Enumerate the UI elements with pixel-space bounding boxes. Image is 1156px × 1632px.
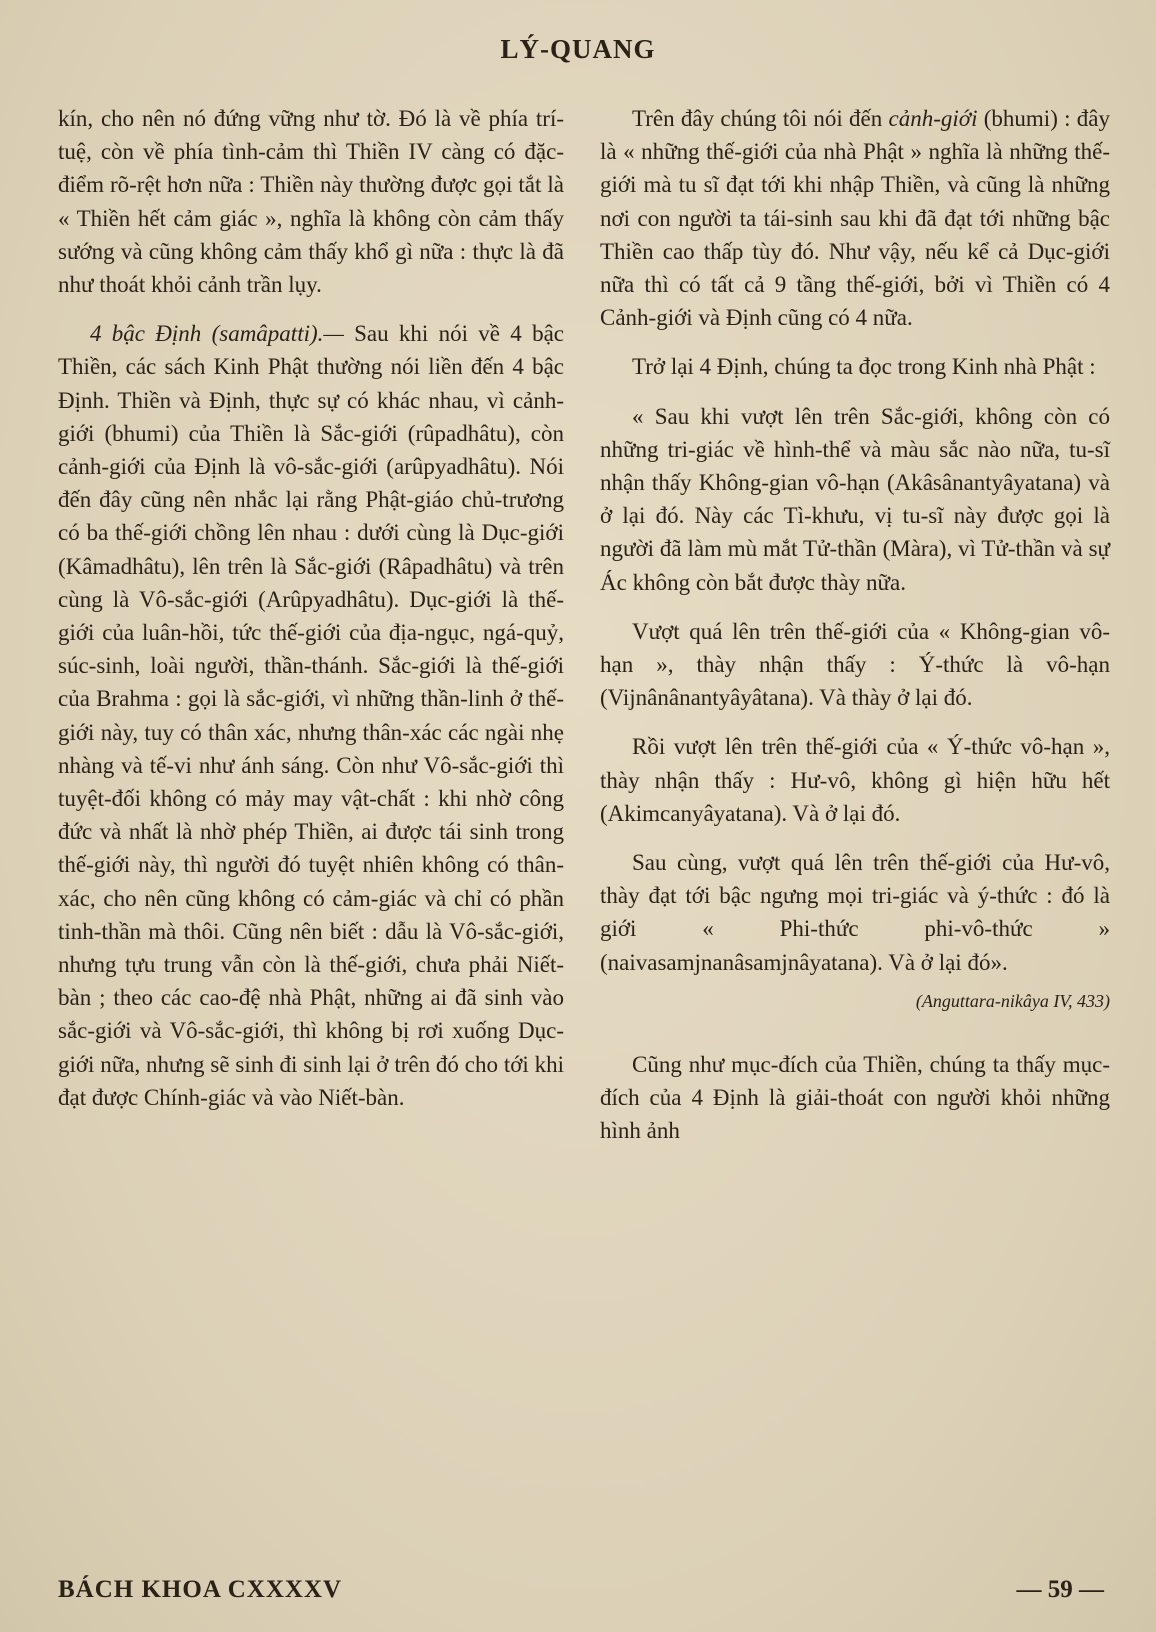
paragraph	[600, 102, 1110, 334]
paragraph-text: (bhumi) : đây là « những thế-giới của nhà Phật » nghĩa là những thế-giới mà tu sĩ đạt tới khi nhập Thiền, và cũng là những nơi con người ta tái-sinh sau khi đã đạt tới những bậc Thiền cao thấp tùy đó. Như vậy, nếu kể cả Dục-giới nữa thì có tất cả 9 tầng thế-giới, bởi vì Thiền có 4 Cảnh-giới và Định cũng có 4 nữa.	[600, 106, 1110, 331]
left-column	[58, 102, 564, 1114]
paragraph: Cũng như mục-đích của Thiền, chúng ta thấy mục-đích của 4 Định là giải-thoát con người khỏi những hình ảnh	[600, 1052, 1110, 1144]
quote-paragraph: Sau cùng, vượt quá lên trên thế-giới của Hư-vô, thày đạt tới bậc ngưng mọi tri-giác và ý-thức : đó là giới « Phi-thức phi-vô-thức » (naivasamjnanâsamjnâyatana). Và ở lại đó».	[600, 850, 1110, 975]
right-column	[600, 102, 1110, 1148]
paragraph: kín, cho nên nó đứng vững như tờ. Đó là về phía trí-tuệ, còn về phía tình-cảm thì Thiền IV càng có đặc-điểm rõ-rệt hơn nữa : Thiền này thường được gọi tắt là « Thiền hết cảm giác », nghĩa là không còn cảm thấy sướng và cũng không cảm thấy khổ gì nữa : thực là đã như thoát khỏi cảnh trần lụy.	[58, 106, 564, 298]
footer-publication: BÁCH KHOA CXXXXV	[58, 1576, 343, 1603]
quote-paragraph: « Sau khi vượt lên trên Sắc-giới, không còn có những tri-giác về hình-thể và màu sắc nào nữa, tu-sĩ nhận thấy Không-gian vô-hạn (Akâsânantyâyatana) và ở lại đó. Này các Tì-khưu, vị tu-sĩ này được gọi là người đã làm mù mắt Tử-thần (Màra), vì Tử-thần và sự Ác không còn bắt được thày nữa.	[600, 403, 1110, 595]
paragraph-text: Trên đây chúng tôi nói đến	[632, 106, 889, 131]
section-heading: 4 bậc Định (samâpatti).—	[90, 321, 344, 347]
page-number: — 59 —	[1016, 1576, 1104, 1603]
citation: (Anguttara-nikâya IV, 433)	[915, 990, 1110, 1011]
paragraph: Trở lại 4 Định, chúng ta đọc trong Kinh nhà Phật :	[632, 354, 1096, 380]
quote-paragraph: Vượt quá lên trên thế-giới của « Không-gian vô-hạn », thày nhận thấy : Ý-thức là vô-hạn (Vijnânânantyâyâtana). Và thày ở lại đó.	[600, 618, 1110, 711]
quote-paragraph: Rồi vượt lên trên thế-giới của « Ý-thức vô-hạn », thày nhận thấy : Hư-vô, không gì hiện hữu hết (Akimcanyâyatana). Và ở lại đó.	[600, 734, 1110, 826]
running-header: LÝ-QUANG	[500, 34, 656, 64]
emphasis-term: cảnh-giới	[888, 106, 978, 131]
paragraph-text: Sau khi nói về 4 bậc Thiền, các sách Kinh Phật thường nói liền đến 4 bậc Định. Thiền và Định, thực sự có khác nhau, vì cảnh-giới (bhumi) của Thiền là Sắc-giới (rûpadhâtu), còn cảnh-giới của Định là vô-sắc-giới (arûpyadhâtu). Nói đến đây cũng nên nhắc lại rằng Phật-giáo chủ-trương có ba thế-giới chồng lên nhau : dưới cùng là Dục-giới (Kâmadhâtu), lên trên là Sắc-giới (Râpadhâtu) và trên cùng là Vô-sắc-giới (Arûpyadhâtu). Dục-giới là thế-giới của luân-hồi, tức thế-giới của địa-ngục, ngá-quỷ, súc-sinh, loài người, thần-thánh. Sắc-giới là thế-giới của Brahma : gọi là sắc-giới, vì những thần-linh ở thế-giới này, tuy có thân xác, nhưng thân-xác các ngài nhẹ nhàng và tế-vi như ánh sáng. Còn như Vô-sắc-giới thì tuyệt-đối không có mảy may vật-chất : khi nhờ công đức và nhất là nhờ phép Thiền, ai được tái sinh trong thế-giới này, thì người đó tuyệt nhiên không có thân-xác, cho nên cũng không có cảm-giác và chỉ có phần tinh-thần mà thôi. Cũng nên biết : dẫu là Vô-sắc-giới, nhưng tựu trung vẫn còn là thế-giới, chưa phải Niết-bàn ; theo các cao-đệ nhà Phật, những ai đã sinh vào sắc-giới và Vô-sắc-giới, thì không bị rơi xuống Dục-giới nữa, nhưng sẽ sinh đi sinh lại ở trên đó cho tới khi đạt được Chính-giác và vào Niết-bàn.	[58, 321, 564, 1110]
paragraph-samapatti	[58, 317, 564, 1114]
